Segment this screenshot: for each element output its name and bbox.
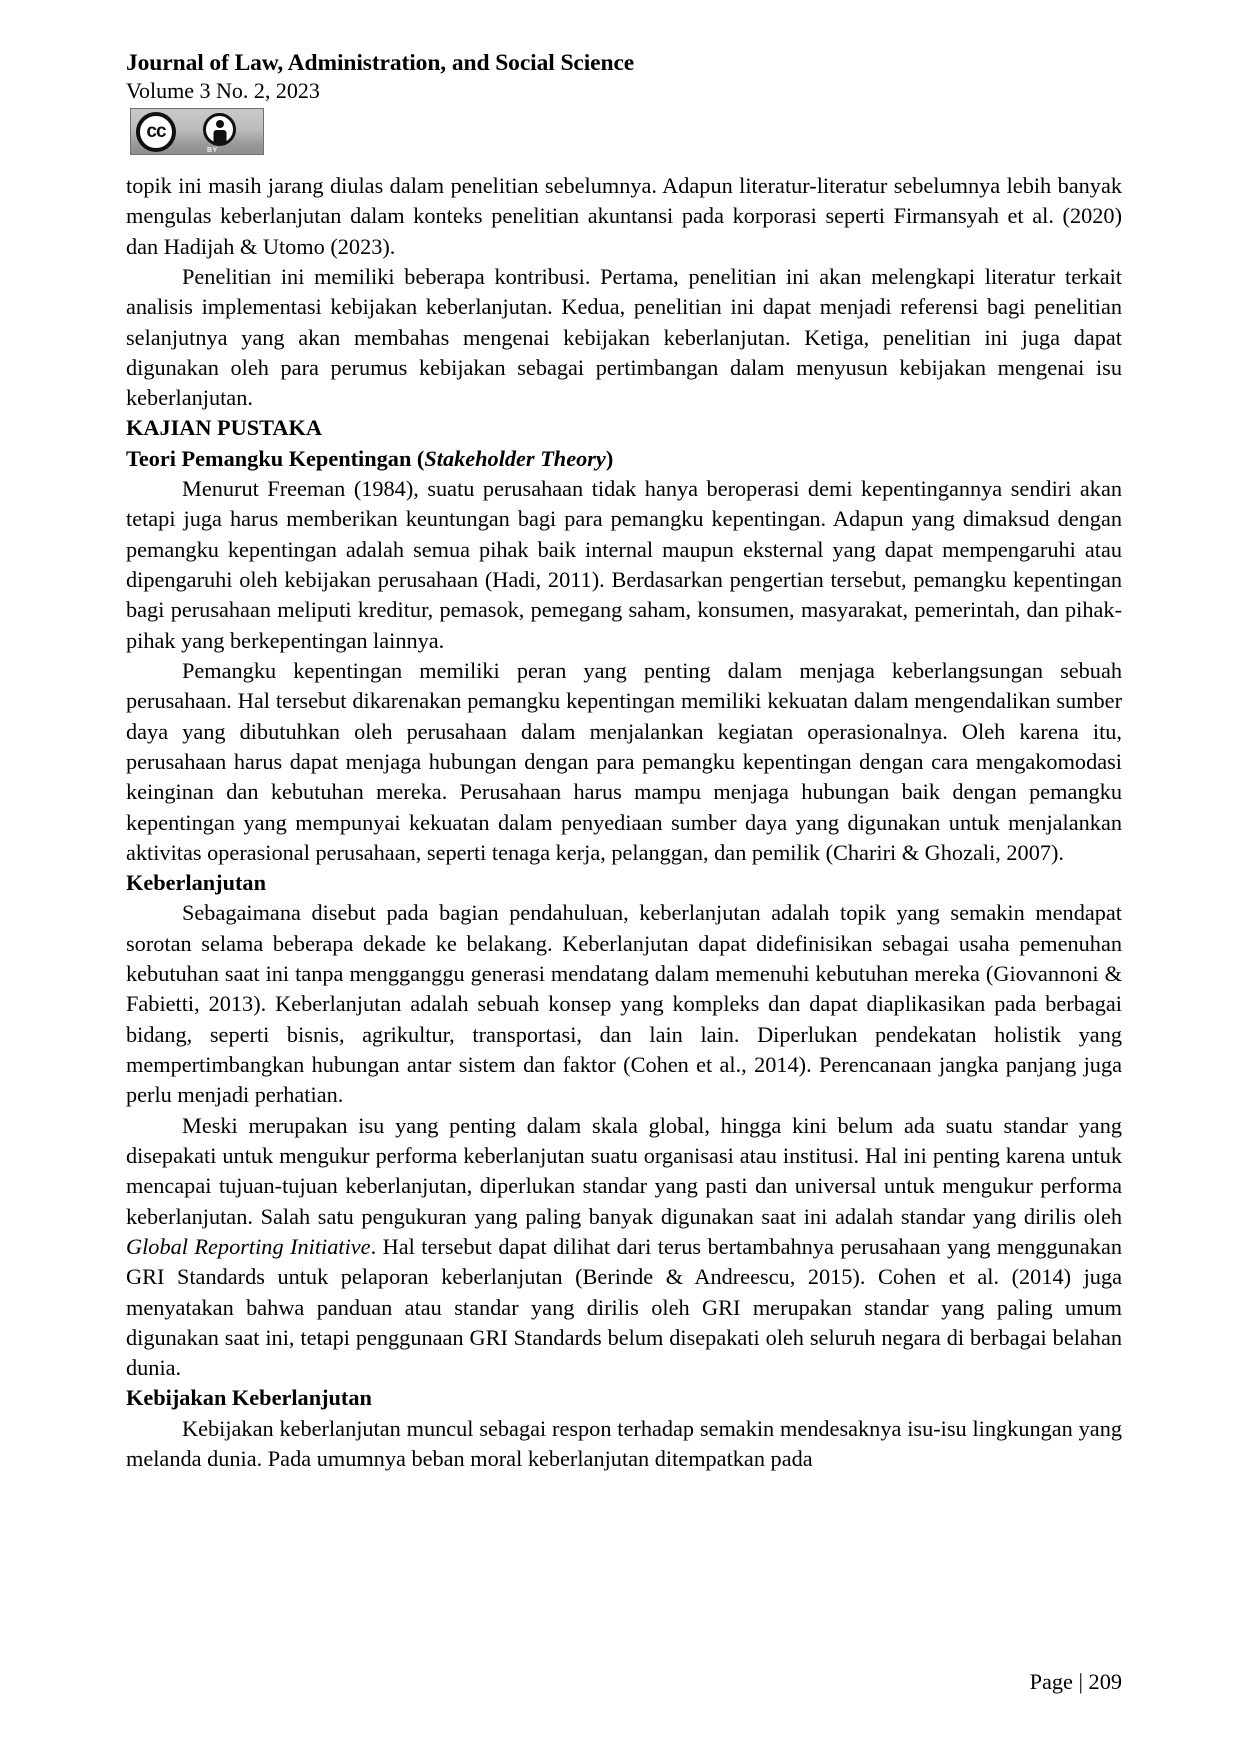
volume-issue-line: Volume 3 No. 2, 2023 — [126, 78, 320, 104]
paragraph-sustainability-policy: Kebijakan keberlanjutan muncul sebagai respon terhadap semakin mendesaknya isu-isu lingkungan yang melanda dunia. Pada umumnya beban moral keberlanjutan ditempatkan pada — [126, 1415, 1122, 1472]
creative-commons-by-badge — [130, 108, 264, 155]
paragraph-sustainability-definition: Sebagaimana disebut pada bagian pendahuluan, keberlanjutan adalah topik yang semakin mendapat sorotan selama beberapa dekade ke belakang. Keberlanjutan dapat didefinisikan sebagai usaha pemenuhan kebutuhan saat ini tanpa mengganggu generasi mendatang dalam memenuhi kebutuhan mereka (Giovannoni & Fabietti, 2013). Keberlanjutan adalah sebuah konsep yang kompleks dan dapat diaplikasikan pada berbagai bidang, seperti bisnis, agrikultur, transportasi, dan lain lain. Diperlukan pendekatan holistik yang mempertimbangkan hubungan antar sistem dan faktor (Cohen et al., 2014). Perencanaan jangka panjang juga perlu menjadi perhatian. — [126, 900, 1122, 1108]
paragraph-freeman: Menurut Freeman (1984), suatu perusahaan tidak hanya beroperasi demi kepentingannya sendiri akan tetapi juga harus memberikan keuntungan bagi para pemangku kepentingan. Adapun yang dimaksud dengan pemangku kepentingan adalah semua pihak baik internal maupun eksternal yang dapat mempengaruhi atau dipengaruhi oleh kebijakan perusahaan (Hadi, 2011). Berdasarkan pengertian tersebut, pemangku kepentingan bagi perusahaan meliputi kreditur, pemasok, pemegang saham, konsumen, masyarakat, pemerintah, dan pihak-pihak yang berkepentingan lainnya. — [126, 476, 1122, 653]
subsection-heading-keberlanjutan: Keberlanjutan — [126, 870, 266, 896]
paragraph-text-after-italic: . Hal tersebut dapat dilihat dari terus bertambahnya perusahaan yang menggunakan GRI Standards untuk pelaporan keberlanjutan (Berinde & Andreescu, 2015). Cohen et al. (2014) juga menyatakan bahwa panduan atau standar yang dirilis oleh GRI merupakan standar yang paling umum digunakan saat ini, tetapi penggunaan GRI Standards belum disepakati oleh seluruh negara di berbagai belahan dunia. — [126, 1233, 1122, 1381]
by-person-icon — [203, 113, 236, 146]
paragraph-continuation: topik ini masih jarang diulas dalam penelitian sebelumnya. Adapun literatur-literatur sebelumnya lebih banyak mengulas keberlanjutan dalam konteks penelitian akuntansi pada korporasi seperti Firmansyah et al. (2020) dan Hadijah & Utomo (2023). — [126, 172, 1122, 259]
subheading-text-italic: Stakeholder Theory — [424, 445, 606, 471]
paragraph-contributions: Penelitian ini memiliki beberapa kontribusi. Pertama, penelitian ini akan melengkapi literatur terkait analisis implementasi kebijakan keberlanjutan. Kedua, penelitian ini dapat menjadi referensi bagi penelitian selanjutnya yang akan membahas mengenai kebijakan keberlanjutan. Ketiga, penelitian ini juga dapat digunakan oleh para perumus kebijakan sebagai pertimbangan dalam menyusun kebijakan mengenai isu keberlanjutan. — [126, 263, 1122, 411]
paragraph-gri-standards — [126, 1111, 1122, 1384]
page-footer: Page | 209 — [1029, 1669, 1122, 1695]
page-body — [126, 171, 1122, 1474]
by-person-head — [216, 120, 224, 128]
journal-title: Journal of Law, Administration, and Social Science — [126, 50, 635, 76]
paragraph-text-italic-gri: Global Reporting Initiative — [126, 1233, 371, 1259]
subsection-heading-stakeholder-theory — [126, 444, 1122, 474]
by-label: BY — [207, 146, 218, 154]
cc-icon: cc — [136, 112, 176, 152]
page-header — [126, 50, 1122, 155]
subheading-text-after: ) — [605, 445, 614, 471]
section-heading-kajian-pustaka: KAJIAN PUSTAKA — [126, 415, 322, 441]
subsection-heading-kebijakan-keberlanjutan: Kebijakan Keberlanjutan — [126, 1385, 372, 1411]
paragraph-stakeholder-role: Pemangku kepentingan memiliki peran yang penting dalam menjaga keberlangsungan sebuah perusahaan. Hal tersebut dikarenakan pemangku kepentingan memiliki kekuatan dalam mengendalikan sumber daya yang dibutuhkan oleh perusahaan dalam menjalankan kegiatan operasionalnya. Oleh karena itu, perusahaan harus dapat menjaga hubungan dengan para pemangku kepentingan dengan cara mengakomodasi keinginan dan kebutuhan mereka. Perusahaan harus mampu menjaga hubungan baik dengan pemangku kepentingan yang mempunyai kekuatan dalam penyediaan sumber daya yang digunakan untuk menjalankan aktivitas operasional perusahaan, seperti tenaga kerja, pelanggan, dan pemilik (Chariri & Ghozali, 2007). — [126, 657, 1122, 865]
paragraph-text-before-italic: Meski merupakan isu yang penting dalam skala global, hingga kini belum ada suatu standar yang disepakati untuk mengukur performa keberlanjutan suatu organisasi atau institusi. Hal ini penting karena untuk mencapai tujuan-tujuan keberlanjutan, diperlukan standar yang pasti dan universal untuk mengukur performa keberlanjutan. Salah satu pengukuran yang paling banyak digunakan saat ini adalah standar yang dirilis oleh — [126, 1112, 1122, 1229]
by-person-body — [213, 130, 226, 143]
subheading-text-before: Teori Pemangku Kepentingan ( — [126, 445, 425, 471]
